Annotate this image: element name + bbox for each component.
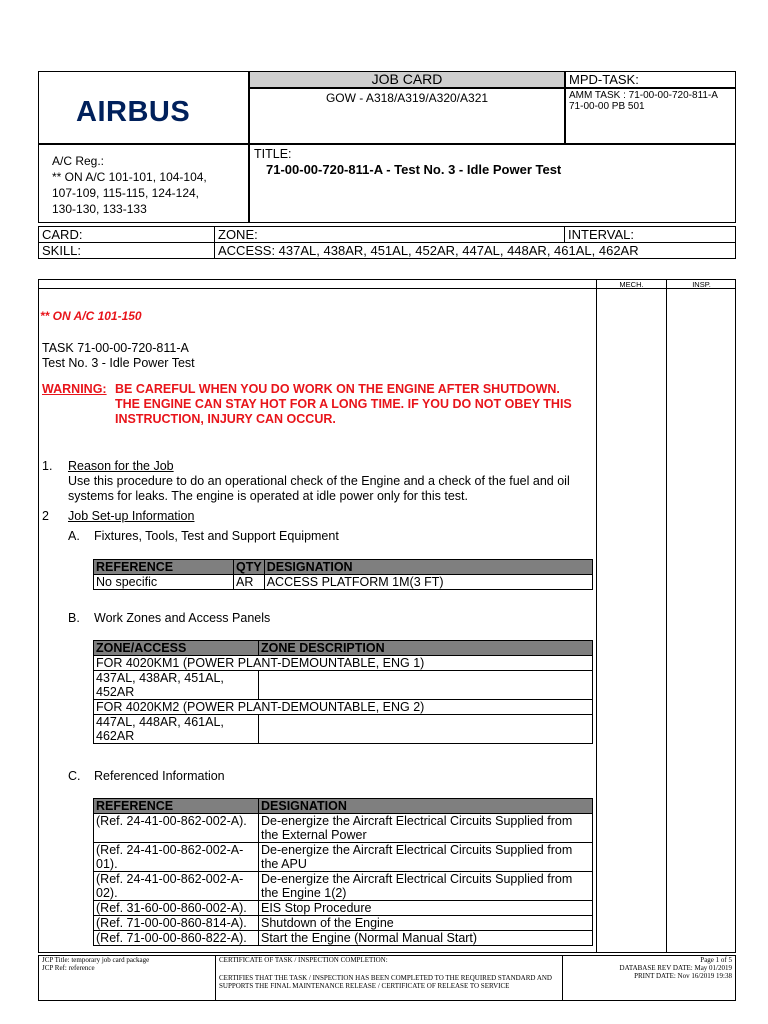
- jcp-title: JCP Title: temporary job card package: [42, 956, 150, 964]
- ref-line: 02).: [96, 886, 118, 900]
- amm-task-line: AMM TASK : 71-00-00-720-811-A: [569, 90, 718, 101]
- zones-for-row: FOR 4020KM1 (POWER PLANT-DEMOUNTABLE, ENG 1): [94, 656, 593, 671]
- table-row: [94, 656, 593, 671]
- section-1-line: systems for leaks. The engine is operated at idle power only for this test.: [68, 489, 468, 503]
- zones-access-line: 437AL, 438AR, 451AL,: [96, 671, 224, 685]
- table-row: [94, 931, 593, 946]
- table-row: [94, 715, 593, 744]
- task-name: Test No. 3 - Idle Power Test: [42, 356, 195, 370]
- table-row: [94, 843, 593, 872]
- footer-jcp: [39, 956, 216, 1001]
- warning-label: WARNING:: [42, 382, 107, 396]
- tools-cell: AR: [234, 575, 265, 590]
- page-number: Page 1 of 5: [700, 956, 732, 964]
- zones-for-row: FOR 4020KM2 (POWER PLANT-DEMOUNTABLE, ENG 2): [94, 700, 593, 715]
- tools-header-reference: REFERENCE: [94, 560, 234, 575]
- zones-access-line: 462AR: [96, 729, 135, 743]
- zones-header-description: ZONE DESCRIPTION: [259, 641, 593, 656]
- airbus-logo: [38, 71, 249, 144]
- zones-header-access: ZONE/ACCESS: [94, 641, 259, 656]
- tools-cell: ACCESS PLATFORM 1M(3 FT): [264, 575, 592, 590]
- ref-cell: (Ref. 24-41-00-862-002-A).: [94, 814, 259, 843]
- job-card-title: JOB CARD: [249, 71, 565, 88]
- table-row: [94, 700, 593, 715]
- designation-line: the APU: [261, 857, 307, 871]
- title-label: TITLE:: [254, 147, 292, 161]
- ref-cell: (Ref. 71-00-00-860-822-A).: [94, 931, 259, 946]
- cert-title: CERTIFICATE OF TASK / INSPECTION COMPLETION:: [219, 956, 388, 964]
- ac-reg-label: A/C Reg.:: [52, 154, 105, 168]
- zones-access-cell: [94, 671, 259, 700]
- footer-certificate: [216, 956, 563, 1001]
- table-row: [94, 814, 593, 843]
- subsection-c-number: C.: [68, 769, 81, 783]
- ac-reg-line: 107-109, 115-115, 124-124,: [52, 186, 200, 200]
- task-number: TASK 71-00-00-720-811-A: [42, 341, 189, 355]
- subsection-b-number: B.: [68, 611, 80, 625]
- jcp-ref: JCP Ref: reference: [42, 964, 95, 972]
- table-row: [94, 901, 593, 916]
- ref-line: 01).: [96, 857, 118, 871]
- designation-cell: [259, 814, 593, 843]
- zones-access-line: 452AR: [96, 685, 135, 699]
- designation-line: De-energize the Aircraft Electrical Circuits Supplied from: [261, 872, 573, 886]
- amm-task-line: 71-00-00 PB 501: [569, 101, 645, 112]
- section-1-line: Use this procedure to do an operational check of the Engine and a check of the fuel and oil: [68, 474, 570, 488]
- designation-line: De-energize the Aircraft Electrical Circuits Supplied from: [261, 843, 573, 857]
- section-1-text: [68, 474, 570, 504]
- tools-cell: No specific: [94, 575, 234, 590]
- zones-description-cell: [259, 715, 593, 744]
- zones-description-cell: [259, 671, 593, 700]
- ref-cell: [94, 843, 259, 872]
- mech-column: [596, 279, 667, 953]
- footer: [38, 955, 736, 1001]
- zone-label: ZONE:: [215, 227, 565, 243]
- print-date: PRINT DATE: Nov 16/2019 19:38: [634, 972, 732, 980]
- ref-line: (Ref. 24-41-00-862-002-A-: [96, 843, 244, 857]
- footer-print-info: [563, 956, 736, 1001]
- section-2-number: 2: [42, 509, 49, 523]
- section-1-title: Reason for the Job: [68, 459, 174, 473]
- designation-cell: [259, 872, 593, 901]
- mpd-task-label: MPD-TASK:: [565, 71, 736, 88]
- ac-reg-line: ** ON A/C 101-101, 104-104,: [52, 170, 207, 184]
- subsection-a-title: Fixtures, Tools, Test and Support Equipment: [94, 529, 339, 543]
- subsection-a-number: A.: [68, 529, 80, 543]
- amm-task: [565, 88, 736, 144]
- gow-applicability: GOW - A318/A319/A320/A321: [249, 88, 565, 144]
- ref-header-reference: REFERENCE: [94, 799, 259, 814]
- access-panels: ACCESS: 437AL, 438AR, 451AL, 452AR, 447AL, 448AR, 461AL, 462AR: [215, 243, 736, 259]
- warning-text: [115, 382, 572, 427]
- designation-cell: [259, 843, 593, 872]
- ref-line: (Ref. 24-41-00-862-002-A-: [96, 872, 244, 886]
- insp-header: INSP.: [692, 280, 711, 289]
- interval-label: INTERVAL:: [565, 227, 736, 243]
- designation-cell: Shutdown of the Engine: [259, 916, 593, 931]
- cert-text: CERTIFIES THAT THE TASK / INSPECTION HAS BEEN COMPLETED TO THE REQUIRED STANDARD AND SUPPORTS THE FINAL MAINTENANCE RELEASE / CERTIFICATE OF RELEASE TO SERVICE: [219, 974, 552, 990]
- zones-table: [93, 640, 593, 744]
- task-title: 71-00-00-720-811-A - Test No. 3 - Idle Power Test: [266, 162, 562, 177]
- skill-label: SKILL:: [39, 243, 215, 259]
- effectivity: ** ON A/C 101-150: [40, 309, 142, 323]
- ref-cell: (Ref. 31-60-00-860-002-A).: [94, 901, 259, 916]
- subsection-b-title: Work Zones and Access Panels: [94, 611, 271, 625]
- ref-cell: (Ref. 71-00-00-860-814-A).: [94, 916, 259, 931]
- warning-line: THE ENGINE CAN STAY HOT FOR A LONG TIME. IF YOU DO NOT OBEY THIS: [115, 397, 572, 411]
- table-row: [94, 575, 593, 590]
- tools-header-designation: DESIGNATION: [264, 560, 592, 575]
- tools-table: [93, 559, 593, 590]
- designation-line: De-energize the Aircraft Electrical Circuits Supplied from: [261, 814, 573, 828]
- designation-line: the External Power: [261, 828, 367, 842]
- ac-reg-line: 130-130, 133-133: [52, 202, 147, 216]
- database-rev-date: DATABASE REV DATE: May 01/2019: [619, 964, 732, 972]
- table-row: [94, 671, 593, 700]
- section-2-title: Job Set-up Information: [68, 509, 195, 523]
- tools-header-qty: QTY: [234, 560, 265, 575]
- card-zone-grid: [38, 226, 736, 259]
- warning-line: INSTRUCTION, INJURY CAN OCCUR.: [115, 412, 336, 426]
- airbus-logo-text: AIRBUS: [76, 98, 191, 124]
- airbus-logo-mark: [76, 98, 216, 124]
- zones-access-cell: [94, 715, 259, 744]
- ac-reg-box: [38, 144, 249, 223]
- referenced-info-table: [93, 798, 593, 946]
- table-row: [94, 916, 593, 931]
- ref-cell: [94, 872, 259, 901]
- table-row: [94, 872, 593, 901]
- card-label: CARD:: [39, 227, 215, 243]
- designation-line: the Engine 1(2): [261, 886, 347, 900]
- zones-access-line: 447AL, 448AR, 461AL,: [96, 715, 224, 729]
- subsection-c-title: Referenced Information: [94, 769, 225, 783]
- designation-cell: Start the Engine (Normal Manual Start): [259, 931, 593, 946]
- designation-cell: EIS Stop Procedure: [259, 901, 593, 916]
- mech-header: MECH.: [619, 280, 644, 289]
- ref-header-designation: DESIGNATION: [259, 799, 593, 814]
- warning-line: BE CAREFUL WHEN YOU DO WORK ON THE ENGINE AFTER SHUTDOWN.: [115, 382, 560, 396]
- section-1-number: 1.: [42, 459, 53, 473]
- title-box: [249, 144, 736, 223]
